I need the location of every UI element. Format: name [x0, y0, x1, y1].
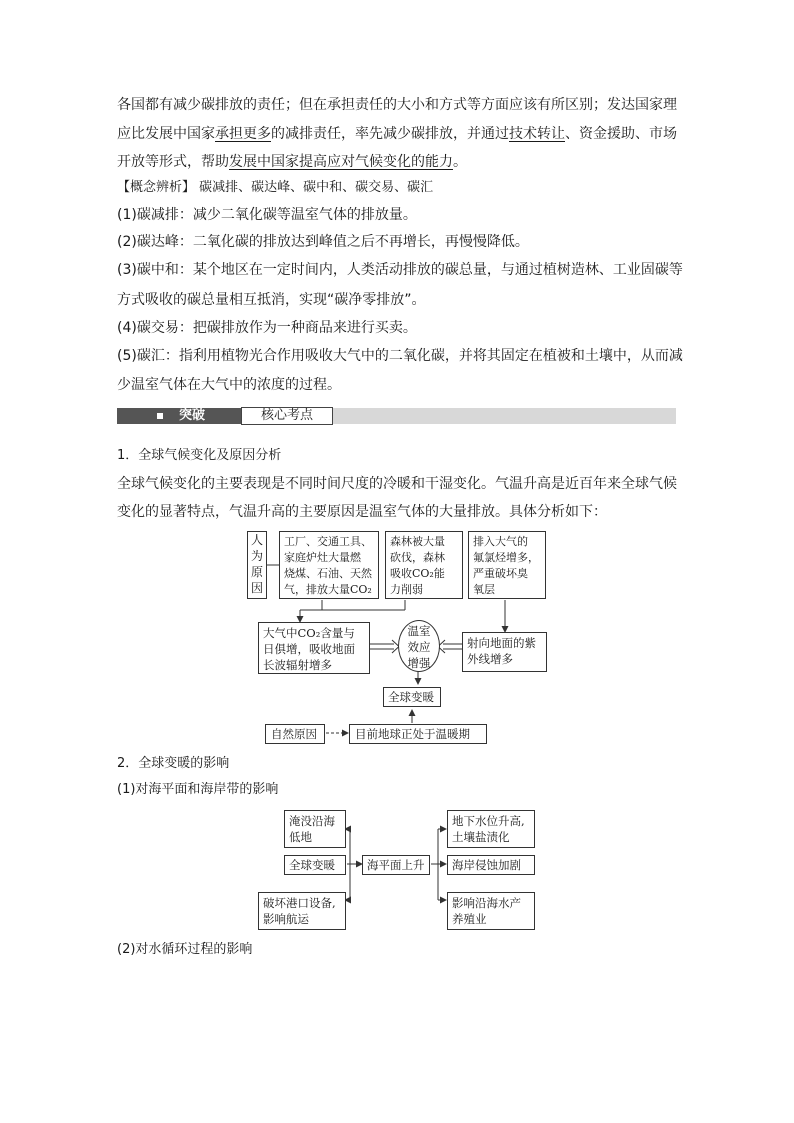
box1-line-2: 家庭炉灶大量燃: [284, 551, 361, 564]
concept-item-4: (4)碳交易：把碳排放作为一种商品来进行买卖。: [117, 320, 417, 336]
box2-line-3: 吸收CO₂能: [390, 567, 445, 580]
square-bullet-icon: [157, 413, 163, 419]
s1-para-2: 变化的显著特点，气温升高的主要原因是温室气体的大量排放。具体分析如下：: [117, 504, 607, 520]
box2-line-4: 力削弱: [390, 583, 423, 596]
intro-line3-b: 发展中国家提高应对气候变化的能力: [229, 154, 453, 170]
human-char-3: 原: [250, 565, 263, 579]
section-bar-left-label: 突破: [179, 408, 206, 423]
box-global-warming-2: 全球变暖: [284, 855, 346, 875]
tl-line-1: 淹没沿海: [289, 814, 335, 828]
intro-line2-c: 的减排责任，率先减少碳排放，并通过: [271, 126, 509, 142]
concept-item-5: (5)碳汇：指利用植物光合作用吸收大气中的二氧化碳，并将其固定在植被和土壤中，从而减: [117, 348, 683, 364]
human-char-1: 人: [250, 533, 263, 547]
box-deforestation: [385, 531, 463, 599]
box2-line-1: 森林被大量: [390, 535, 445, 548]
section-bar: [117, 408, 676, 424]
box4-line-2: 日俱增，吸收地面: [263, 642, 355, 656]
box5-line-1: 射向地面的紫: [467, 636, 536, 650]
s1-para-1: 全球气候变化的主要表现是不同时间尺度的冷暖和干湿变化。气温升高是近百年来全球气候: [117, 476, 677, 492]
intro-line-3: [117, 152, 467, 172]
ellipse-line-3: 增强: [407, 656, 431, 670]
concept-item-1: (1)碳减排：减少二氧化碳等温室气体的排放量。: [117, 207, 417, 223]
box-port-damage: [258, 892, 346, 930]
box3-line-1: 排入大气的: [473, 535, 528, 548]
box-co2-increase: [258, 622, 370, 674]
box-natural-causes: 自然原因: [265, 724, 325, 744]
tr-line-1: 地下水位升高,: [452, 814, 525, 828]
box-uv-increase: [462, 632, 547, 672]
intro-line2-b: 承担更多: [215, 126, 271, 142]
intro-line-1: 各国都有减少碳排放的责任；但在承担责任的大小和方式等方面应该有所区别；发达国家理: [117, 97, 677, 113]
box-aquaculture: [447, 892, 535, 930]
human-char-4: 因: [250, 581, 263, 595]
box-flood-lowland: [284, 810, 346, 848]
concept-item-3: (3)碳中和：某个地区在一定时间内，人类活动排放的碳总量，与通过植树造林、工业固碳等: [117, 262, 683, 278]
box1-line-3: 烧煤、石油、天然: [284, 567, 372, 580]
box3-line-3: 严重破坏臭: [473, 567, 528, 580]
ellipse-line-2: 效应: [407, 640, 431, 654]
s2-sub-1: (1)对海平面和海岸带的影响: [117, 782, 279, 797]
concept-item-5b: 少温室气体在大气中的浓度的过程。: [117, 377, 341, 393]
box-cfc: [468, 531, 546, 599]
s2-title: 2．全球变暖的影响: [117, 756, 230, 771]
intro-line2-e: 、资金援助、市场: [565, 126, 677, 142]
tr-line-2: 土壤盐渍化: [452, 830, 510, 844]
concept-item-2: (2)碳达峰：二氧化碳的排放达到峰值之后不再增长，再慢慢降低。: [117, 234, 529, 250]
box5-line-2: 外线增多: [467, 652, 513, 666]
box-fossil-fuel: [279, 531, 379, 599]
ellipse-line-1: 温室: [407, 624, 431, 638]
human-char-2: 为: [250, 549, 263, 563]
box2-line-2: 砍伐，森林: [390, 551, 445, 564]
tl-line-2: 低地: [289, 830, 312, 844]
box3-line-2: 氟氯烃增多，: [473, 551, 539, 564]
br-line-2: 养殖业: [452, 912, 487, 926]
ellipse-greenhouse-effect: [398, 620, 440, 672]
br-line-1: 影响沿海水产: [452, 896, 521, 910]
box-sea-level-rise: 海平面上升: [362, 855, 430, 875]
box-global-warming: 全球变暖: [383, 687, 441, 707]
intro-line2-d: 技术转让: [509, 126, 565, 142]
intro-line-2: [117, 124, 677, 144]
box4-line-1: 大气中CO₂含量与: [263, 626, 355, 640]
intro-line2-a: 应比发展中国家: [117, 126, 215, 142]
box-coastal-erosion: 海岸侵蚀加剧: [447, 855, 535, 875]
concept-item-3b: 方式吸收的碳总量相互抵消，实现“碳净零排放”。: [117, 292, 426, 308]
section-bar-right: 核心考点: [241, 407, 333, 425]
intro-line3-c: 。: [453, 154, 467, 170]
s2-sub-2: (2)对水循环过程的影响: [117, 942, 253, 957]
box3-line-4: 氧层: [473, 583, 495, 596]
concept-heading: 【概念辨析】 碳减排、碳达峰、碳中和、碳交易、碳汇: [117, 180, 434, 195]
bl-line-2: 影响航运: [263, 912, 309, 926]
human-causes-label: [247, 531, 267, 599]
intro-line3-a: 开放等形式，帮助: [117, 154, 229, 170]
box1-line-4: 气，排放大量CO₂: [284, 583, 372, 596]
box4-line-3: 长波辐射增多: [263, 658, 332, 672]
section-bar-left: [117, 408, 241, 424]
box1-line-1: 工厂、交通工具、: [284, 535, 372, 548]
s1-title: 1．全球气候变化及原因分析: [117, 448, 282, 463]
box-warm-period: 目前地球正处于温暖期: [349, 724, 487, 744]
box-groundwater: [447, 810, 535, 848]
bl-line-1: 破坏港口设备,: [263, 896, 336, 910]
